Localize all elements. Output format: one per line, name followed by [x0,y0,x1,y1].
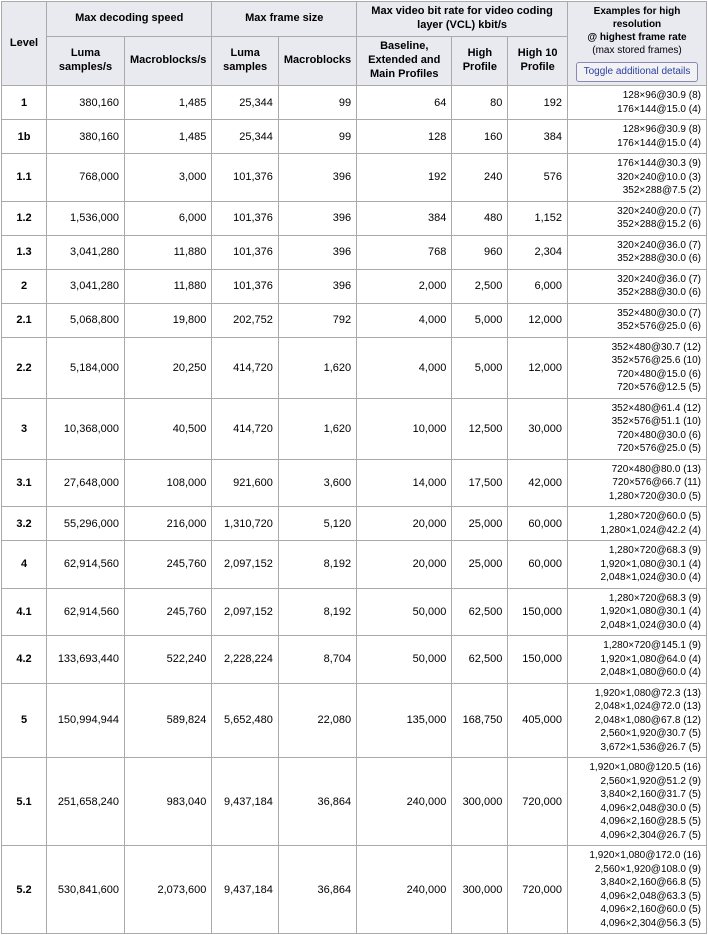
cell-level: 4.2 [2,636,47,684]
cell-luma-samples: 2,097,152 [212,541,278,589]
cell-high-bitrate: 300,000 [452,846,508,934]
cell-examples [568,758,707,846]
cell-luma-samples: 101,376 [212,201,278,235]
example-resolution: 4,096×2,048@63.3 (5) [600,890,701,902]
cell-high-bitrate: 2,500 [452,269,508,303]
example-resolution: 352×288@15.2 (6) [617,219,701,230]
cell-macroblocks-s: 589,824 [124,683,211,758]
cell-luma-samples: 2,097,152 [212,588,278,636]
example-resolution: 2,048×1,024@30.0 (4) [600,619,701,631]
example-resolution: 4,096×2,304@56.3 (5) [600,917,701,929]
cell-macroblocks: 8,704 [278,636,356,684]
cell-macroblocks-s: 3,000 [124,154,211,202]
cell-luma-samples-s: 768,000 [47,154,125,202]
cell-high10-bitrate: 405,000 [508,683,568,758]
example-resolution: 1,920×1,080@120.5 (16) [589,762,701,773]
h264-levels-table [1,1,707,934]
column-header-high10-profile: High 10 Profile [508,37,568,86]
cell-high-bitrate: 12,500 [452,398,508,459]
cell-luma-samples-s: 150,994,944 [47,683,125,758]
cell-baseline-bitrate: 50,000 [357,588,452,636]
cell-macroblocks: 396 [278,269,356,303]
example-resolution: 2,048×1,024@72.0 (13) [594,701,701,712]
example-resolution: 720×480@30.0 (6) [617,429,701,441]
example-resolution: 176×144@30.3 (9) [617,158,701,169]
cell-macroblocks: 36,864 [278,758,356,846]
cell-level: 1.1 [2,154,47,202]
cell-level: 5.2 [2,846,47,934]
cell-luma-samples-s: 5,068,800 [47,303,125,337]
column-group-max-decoding-speed: Max decoding speed [47,2,212,37]
cell-high-bitrate: 300,000 [452,758,508,846]
cell-luma-samples-s: 380,160 [47,120,125,154]
example-resolution: 2,048×1,080@67.8 (12) [594,714,701,726]
example-resolution: 2,560×1,920@51.2 (9) [600,775,701,787]
cell-examples [568,459,707,507]
cell-macroblocks-s: 1,485 [124,86,211,120]
example-resolution: 720×480@15.0 (6) [617,368,701,380]
cell-high10-bitrate: 720,000 [508,758,568,846]
cell-macroblocks: 22,080 [278,683,356,758]
examples-line-2: @ highest frame rate [587,32,687,43]
example-resolution: 352×288@30.0 (6) [617,253,701,264]
cell-macroblocks: 99 [278,86,356,120]
column-header-macroblocks-s: Macroblocks/s [124,37,211,86]
example-resolution: 4,096×2,304@26.7 (5) [600,829,701,841]
cell-level: 1.2 [2,201,47,235]
cell-baseline-bitrate: 128 [357,120,452,154]
cell-level: 1b [2,120,47,154]
table-row [2,235,707,269]
example-resolution: 720×576@12.5 (5) [617,382,701,393]
cell-high10-bitrate: 12,000 [508,337,568,398]
cell-high10-bitrate: 1,152 [508,201,568,235]
cell-examples [568,337,707,398]
cell-luma-samples: 202,752 [212,303,278,337]
cell-macroblocks-s: 1,485 [124,120,211,154]
cell-luma-samples-s: 380,160 [47,86,125,120]
example-resolution: 2,560×1,920@30.7 (5) [600,728,701,739]
table-row [2,398,707,459]
cell-high10-bitrate: 30,000 [508,398,568,459]
example-resolution: 1,280×720@145.1 (9) [603,640,701,651]
cell-luma-samples-s: 251,658,240 [47,758,125,846]
table-row [2,459,707,507]
cell-baseline-bitrate: 240,000 [357,846,452,934]
cell-examples [568,846,707,934]
examples-line-3: (max stored frames) [592,45,682,56]
cell-examples [568,235,707,269]
column-header-level: Level [2,2,47,86]
cell-luma-samples: 25,344 [212,120,278,154]
example-resolution: 352×480@30.7 (12) [611,341,701,353]
column-header-macroblocks: Macroblocks [278,37,356,86]
table-row [2,683,707,758]
cell-examples [568,303,707,337]
cell-macroblocks-s: 11,880 [124,269,211,303]
cell-macroblocks-s: 245,760 [124,588,211,636]
cell-level: 2.2 [2,337,47,398]
column-header-luma-samples: Luma samples [212,37,278,86]
cell-high-bitrate: 168,750 [452,683,508,758]
cell-high10-bitrate: 12,000 [508,303,568,337]
table-row [2,846,707,934]
cell-luma-samples-s: 3,041,280 [47,235,125,269]
table-row [2,303,707,337]
cell-high-bitrate: 240 [452,154,508,202]
example-resolution: 1,280×1,024@42.2 (4) [600,524,701,536]
example-resolution: 352×480@61.4 (12) [611,402,701,414]
table-row [2,636,707,684]
cell-baseline-bitrate: 2,000 [357,269,452,303]
cell-macroblocks: 792 [278,303,356,337]
cell-high10-bitrate: 2,304 [508,235,568,269]
cell-high-bitrate: 25,000 [452,507,508,541]
cell-luma-samples: 101,376 [212,154,278,202]
cell-baseline-bitrate: 64 [357,86,452,120]
table-row [2,154,707,202]
cell-luma-samples: 101,376 [212,235,278,269]
example-resolution: 720×576@66.7 (11) [612,477,701,488]
examples-line-1: Examples for high resolution [593,6,681,30]
table-row [2,541,707,589]
example-resolution: 1,920×1,080@30.1 (4) [600,606,701,617]
cell-high-bitrate: 5,000 [452,303,508,337]
example-resolution: 352×288@30.0 (6) [617,287,701,298]
cell-high-bitrate: 17,500 [452,459,508,507]
cell-level: 3 [2,398,47,459]
cell-examples [568,683,707,758]
example-resolution: 3,840×2,160@31.7 (5) [600,789,701,800]
cell-macroblocks-s: 40,500 [124,398,211,459]
cell-macroblocks-s: 6,000 [124,201,211,235]
cell-high10-bitrate: 60,000 [508,541,568,589]
cell-high-bitrate: 25,000 [452,541,508,589]
example-resolution: 3,840×2,160@66.8 (5) [600,877,701,888]
table-row [2,507,707,541]
cell-luma-samples-s: 3,041,280 [47,269,125,303]
cell-high10-bitrate: 384 [508,120,568,154]
cell-macroblocks-s: 216,000 [124,507,211,541]
example-resolution: 176×144@15.0 (4) [617,103,701,115]
example-resolution: 320×240@20.0 (7) [617,205,701,217]
cell-examples [568,398,707,459]
column-header-luma-samples-s: Luma samples/s [47,37,125,86]
cell-high-bitrate: 80 [452,86,508,120]
example-resolution: 128×96@30.9 (8) [622,90,701,101]
cell-level: 4.1 [2,588,47,636]
cell-macroblocks-s: 11,880 [124,235,211,269]
column-header-baseline-profile: Baseline, Extended and Main Profiles [357,37,452,86]
cell-luma-samples: 414,720 [212,337,278,398]
example-resolution: 352×576@51.1 (10) [611,416,701,427]
cell-examples [568,120,707,154]
table-row [2,269,707,303]
cell-macroblocks-s: 2,073,600 [124,846,211,934]
example-resolution: 4,096×2,160@60.0 (5) [600,904,701,915]
cell-macroblocks-s: 19,800 [124,303,211,337]
cell-level: 4 [2,541,47,589]
cell-baseline-bitrate: 4,000 [357,303,452,337]
cell-high10-bitrate: 720,000 [508,846,568,934]
cell-macroblocks-s: 20,250 [124,337,211,398]
example-resolution: 3,672×1,536@26.7 (5) [600,741,701,753]
cell-baseline-bitrate: 20,000 [357,541,452,589]
cell-luma-samples-s: 5,184,000 [47,337,125,398]
cell-high10-bitrate: 150,000 [508,588,568,636]
cell-high10-bitrate: 192 [508,86,568,120]
cell-macroblocks-s: 245,760 [124,541,211,589]
cell-baseline-bitrate: 768 [357,235,452,269]
cell-macroblocks-s: 983,040 [124,758,211,846]
cell-examples [568,154,707,202]
cell-high-bitrate: 160 [452,120,508,154]
example-resolution: 352×480@30.0 (7) [617,307,701,319]
cell-macroblocks: 36,864 [278,846,356,934]
cell-macroblocks: 5,120 [278,507,356,541]
example-resolution: 1,920×1,080@172.0 (16) [589,850,701,861]
cell-luma-samples-s: 62,914,560 [47,588,125,636]
cell-luma-samples: 2,228,224 [212,636,278,684]
cell-level: 5.1 [2,758,47,846]
example-resolution: 1,280×720@68.3 (9) [608,545,701,556]
example-resolution: 1,280×720@60.0 (5) [608,511,701,522]
cell-luma-samples-s: 55,296,000 [47,507,125,541]
cell-macroblocks-s: 522,240 [124,636,211,684]
cell-level: 3.1 [2,459,47,507]
cell-baseline-bitrate: 10,000 [357,398,452,459]
example-resolution: 1,920×1,080@30.1 (4) [600,558,701,570]
cell-luma-samples-s: 10,368,000 [47,398,125,459]
cell-level: 2.1 [2,303,47,337]
cell-baseline-bitrate: 14,000 [357,459,452,507]
cell-level: 5 [2,683,47,758]
cell-high10-bitrate: 60,000 [508,507,568,541]
column-group-max-bitrate: Max video bit rate for video coding layer (VCL) kbit/s [357,2,568,37]
cell-high-bitrate: 62,500 [452,588,508,636]
cell-macroblocks: 396 [278,201,356,235]
example-resolution: 4,096×2,160@28.5 (5) [600,816,701,827]
example-resolution: 352×288@7.5 (2) [622,185,701,196]
example-resolution: 320×240@10.0 (3) [617,171,701,183]
cell-baseline-bitrate: 4,000 [357,337,452,398]
column-group-max-frame-size: Max frame size [212,2,357,37]
cell-examples [568,507,707,541]
cell-baseline-bitrate: 240,000 [357,758,452,846]
cell-macroblocks-s: 108,000 [124,459,211,507]
example-resolution: 1,280×720@68.3 (9) [608,592,701,604]
cell-baseline-bitrate: 135,000 [357,683,452,758]
table-body [2,86,707,934]
example-resolution: 2,560×1,920@108.0 (9) [594,863,701,875]
cell-macroblocks: 396 [278,154,356,202]
example-resolution: 720×576@25.0 (5) [617,443,701,454]
example-resolution: 4,096×2,048@30.0 (5) [600,802,701,814]
cell-luma-samples-s: 530,841,600 [47,846,125,934]
cell-examples [568,86,707,120]
cell-luma-samples: 101,376 [212,269,278,303]
cell-macroblocks: 99 [278,120,356,154]
cell-luma-samples: 921,600 [212,459,278,507]
cell-examples [568,541,707,589]
cell-luma-samples-s: 133,693,440 [47,636,125,684]
example-resolution: 2,048×1,080@60.0 (4) [600,667,701,678]
cell-luma-samples: 414,720 [212,398,278,459]
cell-level: 2 [2,269,47,303]
cell-luma-samples-s: 62,914,560 [47,541,125,589]
group-header-row [2,2,707,37]
cell-level: 1.3 [2,235,47,269]
example-resolution: 2,048×1,024@30.0 (4) [600,572,701,583]
table-row [2,588,707,636]
table-header [2,2,707,86]
cell-macroblocks: 1,620 [278,398,356,459]
cell-high-bitrate: 960 [452,235,508,269]
cell-luma-samples: 1,310,720 [212,507,278,541]
cell-baseline-bitrate: 384 [357,201,452,235]
table-row [2,120,707,154]
table-row [2,86,707,120]
cell-baseline-bitrate: 20,000 [357,507,452,541]
cell-high10-bitrate: 42,000 [508,459,568,507]
cell-examples [568,269,707,303]
cell-luma-samples: 9,437,184 [212,846,278,934]
cell-high-bitrate: 480 [452,201,508,235]
cell-luma-samples-s: 27,648,000 [47,459,125,507]
example-resolution: 320×240@36.0 (7) [617,273,701,285]
cell-baseline-bitrate: 50,000 [357,636,452,684]
example-resolution: 1,920×1,080@64.0 (4) [600,653,701,665]
example-resolution: 320×240@36.0 (7) [617,239,701,251]
cell-high10-bitrate: 6,000 [508,269,568,303]
cell-luma-samples: 9,437,184 [212,758,278,846]
column-group-examples [568,2,707,86]
example-resolution: 352×576@25.6 (10) [611,355,701,366]
example-resolution: 352×576@25.0 (6) [617,321,701,332]
cell-macroblocks: 396 [278,235,356,269]
table-row [2,201,707,235]
cell-examples [568,636,707,684]
cell-level: 1 [2,86,47,120]
cell-macroblocks: 1,620 [278,337,356,398]
cell-luma-samples: 25,344 [212,86,278,120]
example-resolution: 1,920×1,080@72.3 (13) [594,687,701,699]
cell-examples [568,588,707,636]
cell-luma-samples: 5,652,480 [212,683,278,758]
table-row [2,337,707,398]
cell-macroblocks: 8,192 [278,588,356,636]
column-header-high-profile: High Profile [452,37,508,86]
cell-examples [568,201,707,235]
cell-macroblocks: 3,600 [278,459,356,507]
cell-luma-samples-s: 1,536,000 [47,201,125,235]
cell-macroblocks: 8,192 [278,541,356,589]
table-row [2,758,707,846]
cell-high10-bitrate: 150,000 [508,636,568,684]
cell-high10-bitrate: 576 [508,154,568,202]
example-resolution: 176×144@15.0 (4) [617,137,701,149]
cell-baseline-bitrate: 192 [357,154,452,202]
example-resolution: 128×96@30.9 (8) [622,124,701,135]
cell-high-bitrate: 62,500 [452,636,508,684]
cell-level: 3.2 [2,507,47,541]
example-resolution: 1,280×720@30.0 (5) [608,490,701,502]
example-resolution: 720×480@80.0 (13) [611,463,701,475]
cell-high-bitrate: 5,000 [452,337,508,398]
toggle-additional-details-button[interactable]: Toggle additional details [576,62,699,82]
